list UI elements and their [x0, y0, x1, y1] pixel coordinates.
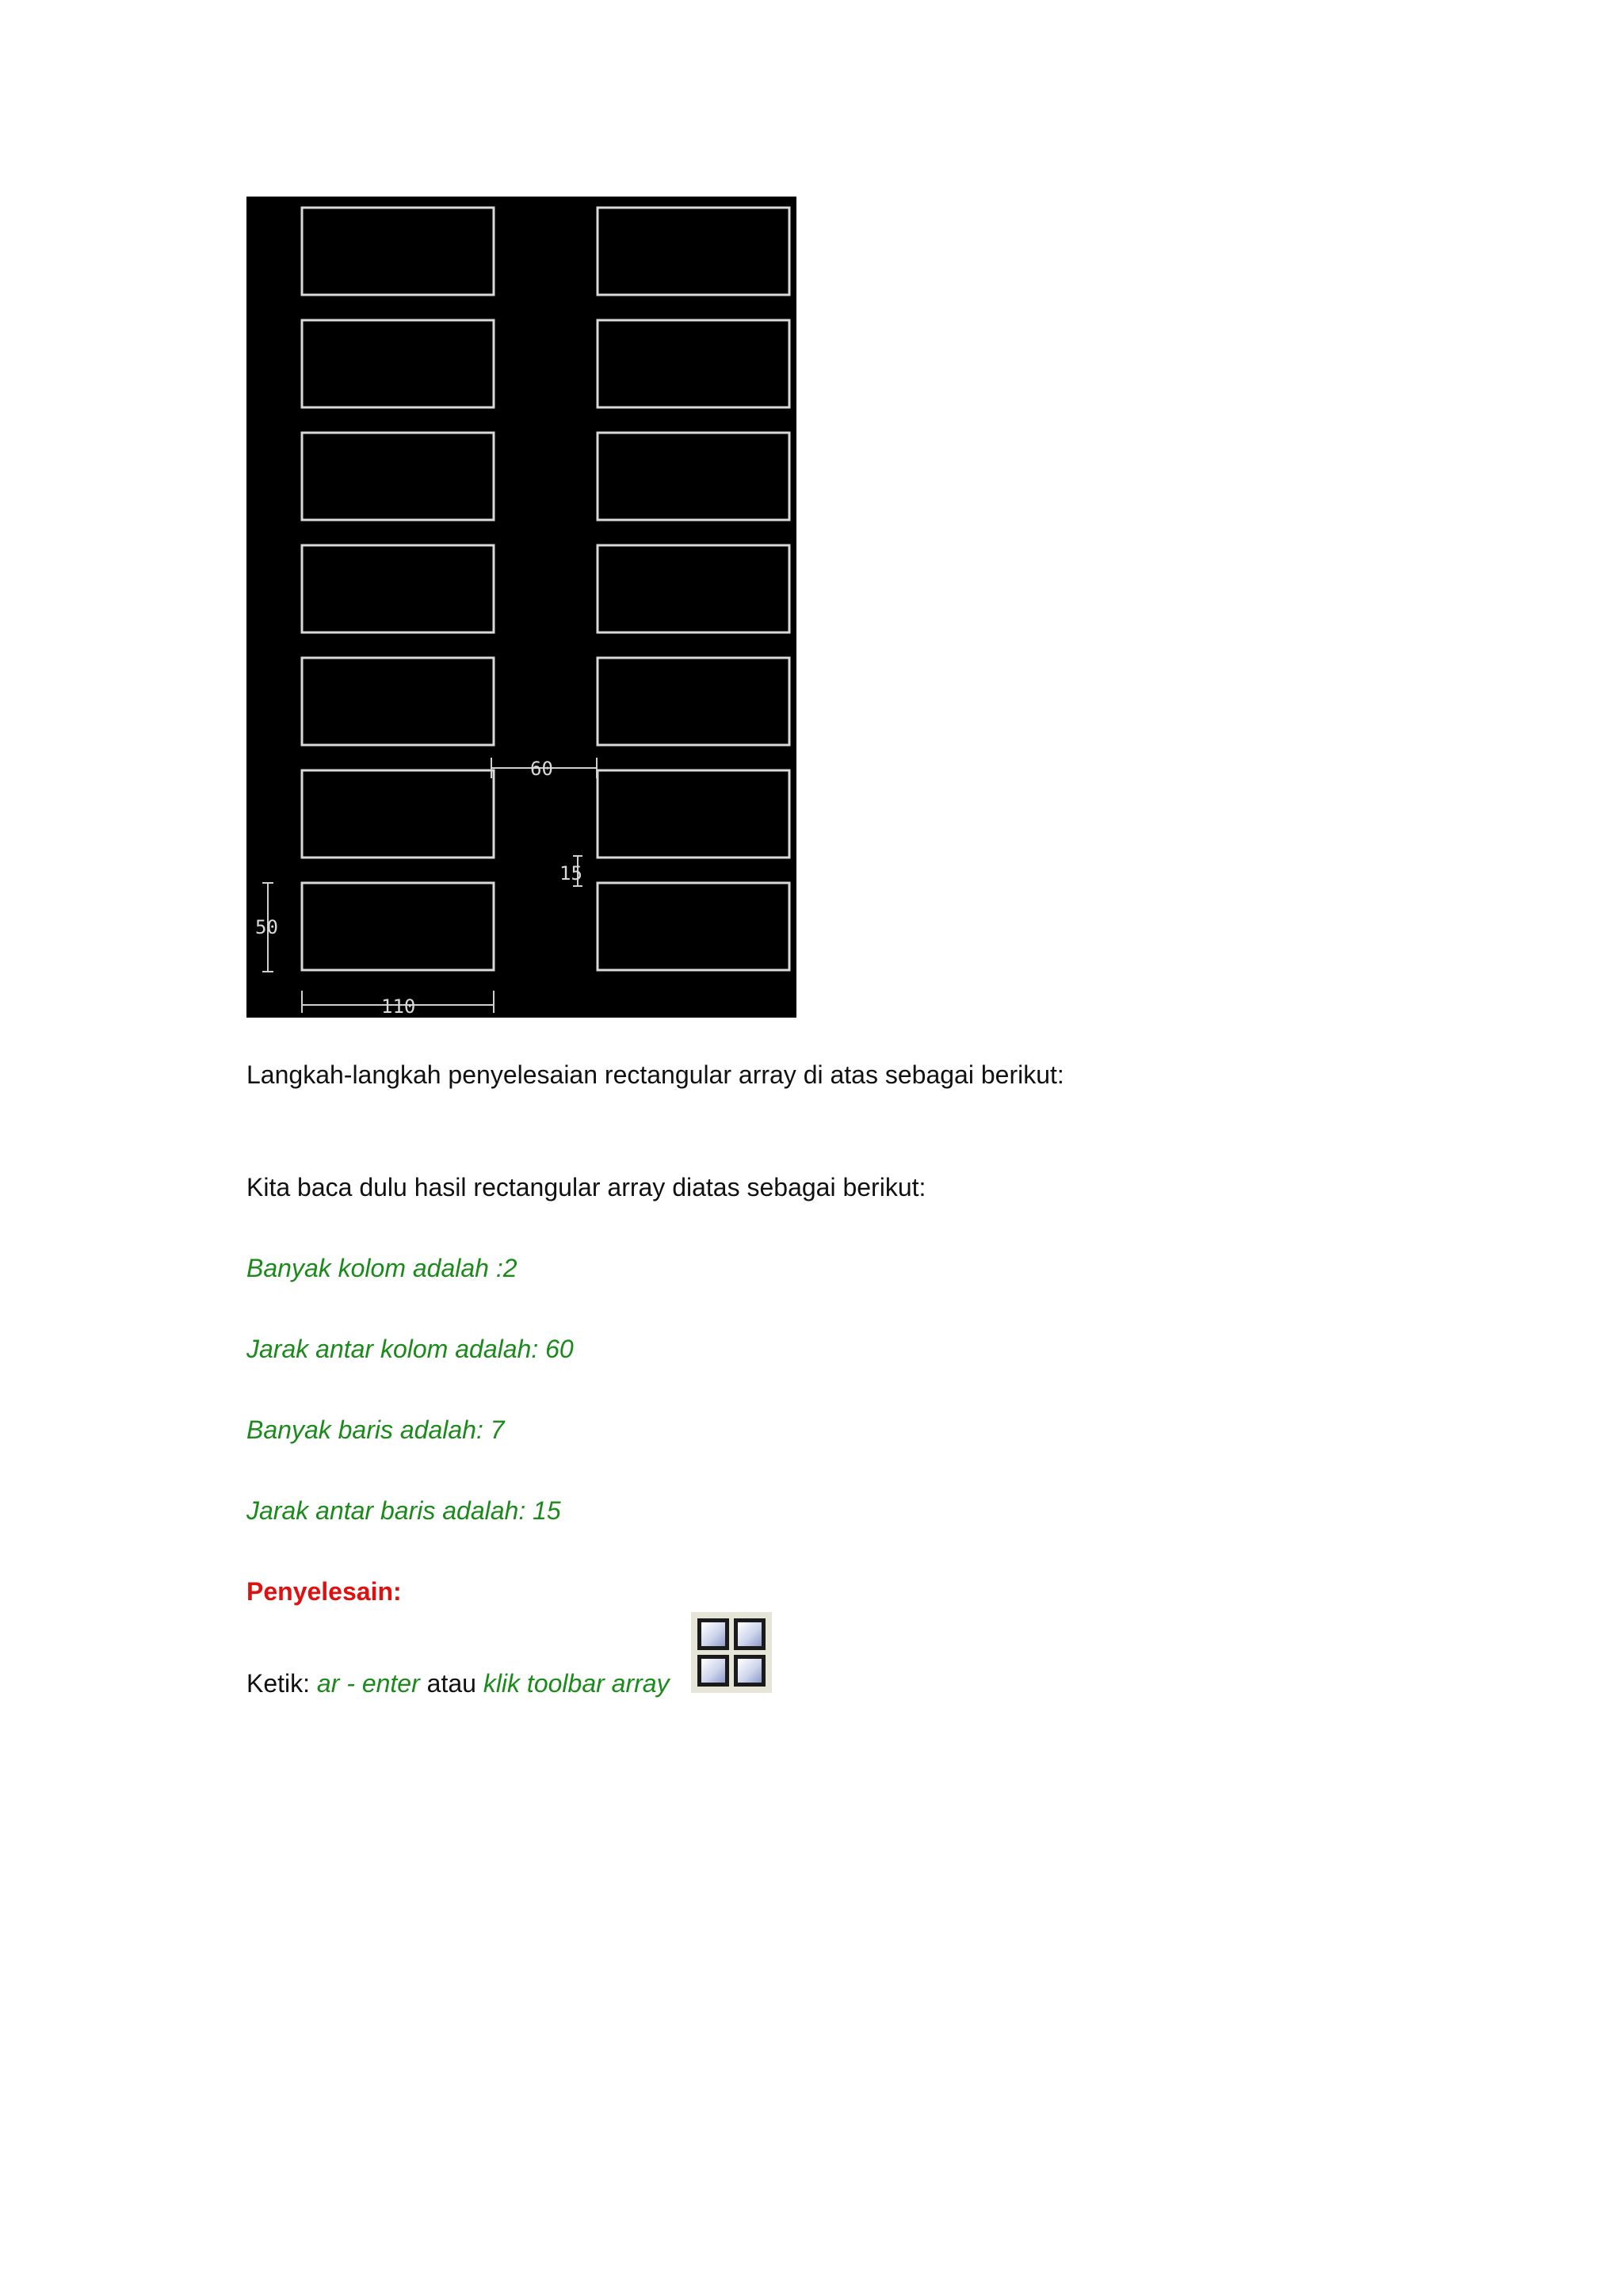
array-rectangle	[598, 658, 789, 745]
width-label: 110	[381, 995, 416, 1018]
array-rectangle	[302, 545, 494, 632]
row-gap-label: 15	[559, 862, 582, 884]
height-label: 50	[255, 916, 278, 938]
array-rectangle	[598, 545, 789, 632]
array-toolbar-icon[interactable]	[691, 1612, 772, 1693]
fact-row-gap: Jarak antar baris adalah: 15	[246, 1496, 561, 1525]
array-rectangle	[598, 883, 789, 970]
array-icon-cell	[734, 1655, 766, 1687]
fact-rows: Banyak baris adalah: 7	[246, 1415, 505, 1444]
array-icon-cell	[697, 1618, 729, 1650]
array-icon-cell	[734, 1618, 766, 1650]
instruction-command: ar - enter	[316, 1669, 420, 1698]
read-text: Kita baca dulu hasil rectangular array diatas sebagai berikut:	[246, 1173, 926, 1201]
solution-heading: Penyelesain:	[246, 1577, 402, 1606]
array-rectangle	[302, 770, 494, 858]
fact-column-gap: Jarak antar kolom adalah: 60	[246, 1335, 574, 1363]
array-rectangle	[302, 433, 494, 520]
array-rectangle	[598, 433, 789, 520]
array-icon-cell	[697, 1655, 729, 1687]
array-rectangle	[598, 208, 789, 295]
fact-columns: Banyak kolom adalah :2	[246, 1254, 517, 1282]
cad-drawing	[246, 197, 796, 1018]
instruction-prefix: Ketik:	[246, 1669, 317, 1698]
array-rectangle	[302, 658, 494, 745]
array-rectangle	[598, 320, 789, 407]
array-rectangle	[598, 770, 789, 858]
instruction-line	[246, 1668, 670, 1699]
instruction-toolbar: klik toolbar array	[483, 1669, 670, 1698]
array-rectangle	[302, 320, 494, 407]
intro-text: Langkah-langkah penyelesaian rectangular array di atas sebagai berikut:	[246, 1060, 1064, 1089]
rectangular-array-figure	[246, 197, 796, 1018]
array-rectangle	[302, 208, 494, 295]
column-gap-label: 60	[530, 758, 553, 780]
instruction-middle: atau	[419, 1669, 483, 1698]
array-rectangle	[302, 883, 494, 970]
